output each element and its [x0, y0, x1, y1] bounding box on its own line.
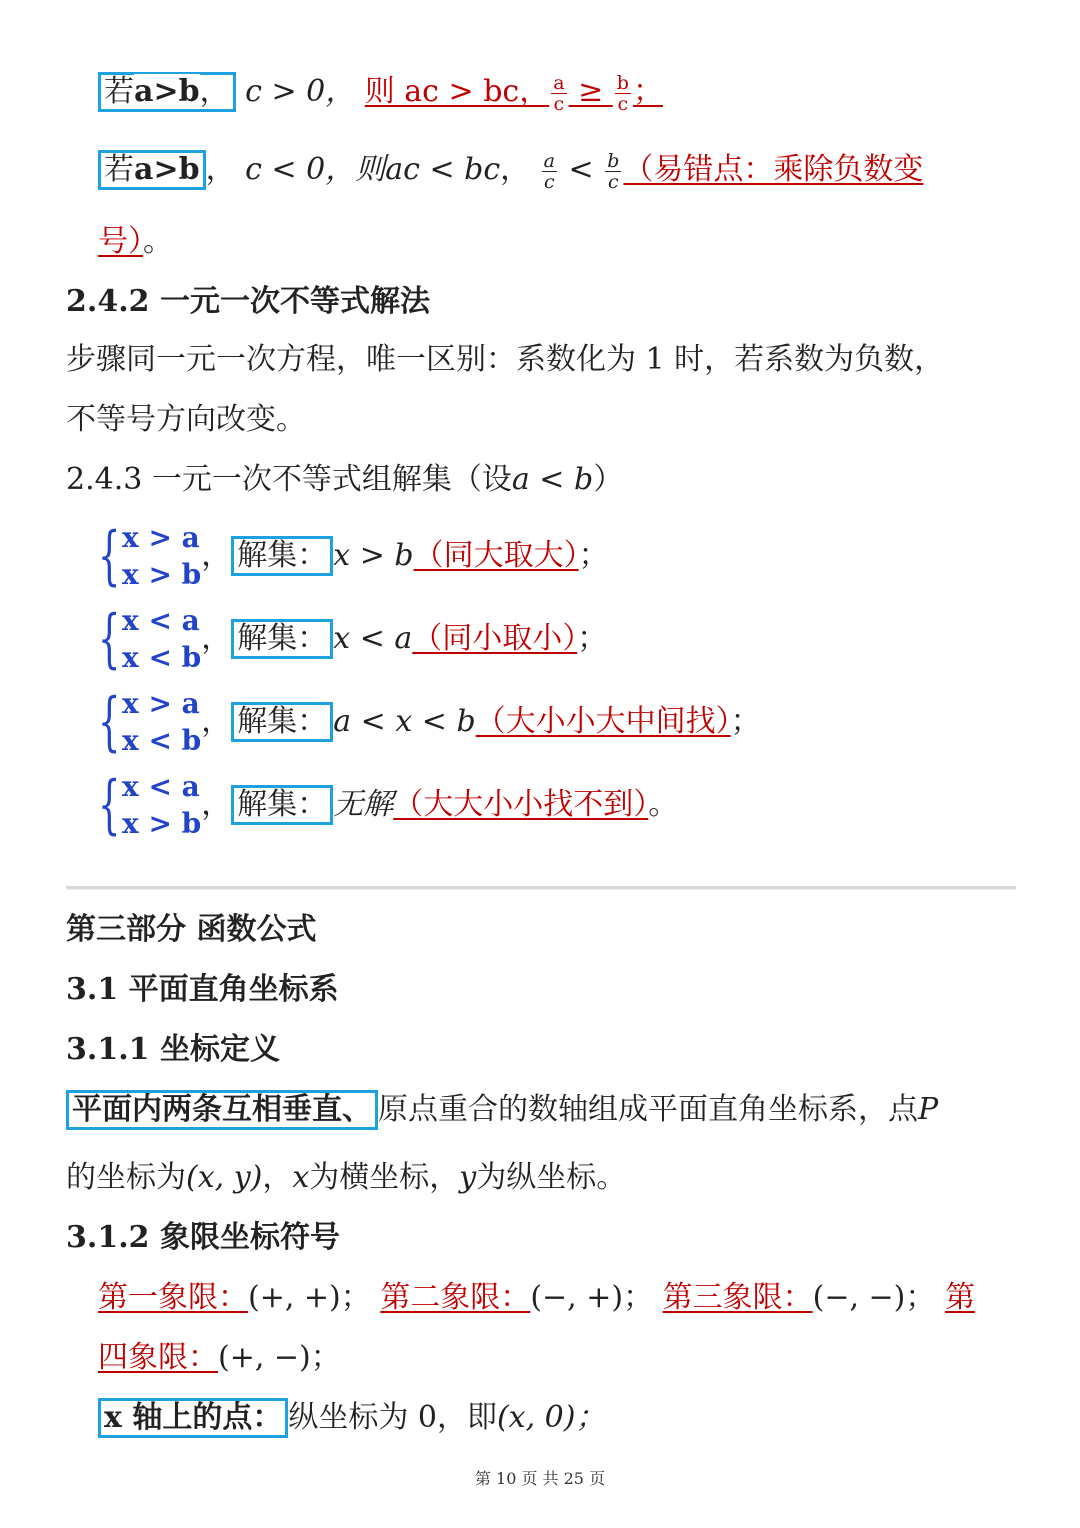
paragraph: 步骤同一元一次方程，唯一区别：系数化为 1 时，若系数为负数， — [66, 342, 945, 377]
part-title: 第三部分 函数公式 — [66, 912, 317, 947]
inequality-rule-2: 若a>b ， c < 0，则ac < bc， $\frac{a}{c}$ < $\frac{b}{c}$ （易错点：乘除负数变 — [98, 150, 923, 192]
inequality-system-row: { x > a x > b ， 解集： x > b（同大取大）； — [98, 519, 609, 593]
solution-label-box: 解集： — [231, 536, 333, 576]
fraction-b-over-c: $\frac{b}{c}$ — [607, 149, 620, 193]
error-note-cont: 号）。 — [98, 224, 173, 259]
solution: x > b — [333, 538, 414, 573]
fraction-b-over-c: $\frac{b}{c}$ — [616, 71, 629, 115]
solution: a < x < b — [333, 704, 476, 739]
brace-icon: { — [98, 685, 121, 759]
quadrant-signs: 第一象限：(+, +)； 第二象限：(−, +)； 第三象限：(−, −)； 第 — [98, 1280, 975, 1315]
solution-label-box: 解集： — [231, 619, 333, 659]
fraction-a-over-c: $\frac{a}{c}$ — [553, 71, 565, 115]
highlight-box: 若a>b — [98, 150, 206, 190]
inequality-system-row: { x < a x < b ， 解集： x < a（同小取小）； — [98, 602, 608, 676]
fraction-a-over-c: $\frac{a}{c}$ — [543, 149, 555, 193]
rule-mnemonic: （大大小小找不到） — [393, 787, 649, 822]
definition-line: 平面内两条互相垂直、 原点重合的数轴组成平面直角坐标系，点P — [66, 1090, 938, 1130]
divider — [66, 886, 1016, 890]
x-axis-point-rule: x 轴上的点： 纵坐标为 0，即(x, 0)； — [98, 1398, 605, 1438]
solution-label-box: 解集： — [231, 785, 333, 825]
inequality-rule-1: 若a>b， c > 0， 则 ac > bc， $\frac{a}{c}$ ≥ $\frac{b}{c}$ ； — [98, 72, 663, 114]
solution: x < a — [333, 621, 413, 656]
paragraph: 不等号方向改变。 — [66, 402, 306, 437]
brace-icon: { — [98, 602, 121, 676]
section-heading-31: 3.1 平面直角坐标系 — [66, 972, 339, 1007]
error-note: （易错点：乘除负数变 — [623, 152, 924, 187]
section-heading-312: 3.1.2 象限坐标符号 — [66, 1220, 340, 1255]
highlight-box: 平面内两条互相垂直、 — [66, 1090, 378, 1130]
inequality-system-row: { x > a x < b ， 解集： a < x < b（大小小大中间找）； — [98, 685, 761, 759]
system-equations: x < a x > b — [122, 770, 202, 840]
solution-label-box: 解集： — [231, 702, 333, 742]
definition-line-cont: 的坐标为(x, y)，x为横坐标，y为纵坐标。 — [66, 1160, 627, 1195]
section-heading-243: 2.4.3 一元一次不等式组解集（设a < b） — [66, 462, 624, 497]
system-equations: x > a x > b — [122, 521, 202, 591]
system-equations: x > a x < b — [122, 687, 202, 757]
highlight-box: x 轴上的点： — [98, 1398, 288, 1438]
system-equations: x < a x < b — [122, 604, 202, 674]
rule-mnemonic: （同大取大） — [413, 538, 579, 573]
rule-mnemonic: （同小取小） — [412, 621, 578, 656]
rule-mnemonic: （大小小大中间找） — [475, 704, 731, 739]
inequality-system-row: { x < a x > b ， 解集： 无解（大大小小找不到）。 — [98, 768, 679, 842]
highlight-box: 若a>b， — [98, 72, 236, 112]
brace-icon: { — [98, 768, 121, 842]
section-heading-242: 2.4.2 一元一次不等式解法 — [66, 284, 430, 319]
page-footer: 第 10 页 共 25 页 — [474, 1469, 606, 1488]
brace-icon: { — [98, 519, 121, 593]
solution: 无解 — [333, 787, 394, 822]
section-heading-311: 3.1.1 坐标定义 — [66, 1032, 280, 1067]
quadrant-signs-cont: 四象限：(+, −)； — [98, 1340, 341, 1375]
